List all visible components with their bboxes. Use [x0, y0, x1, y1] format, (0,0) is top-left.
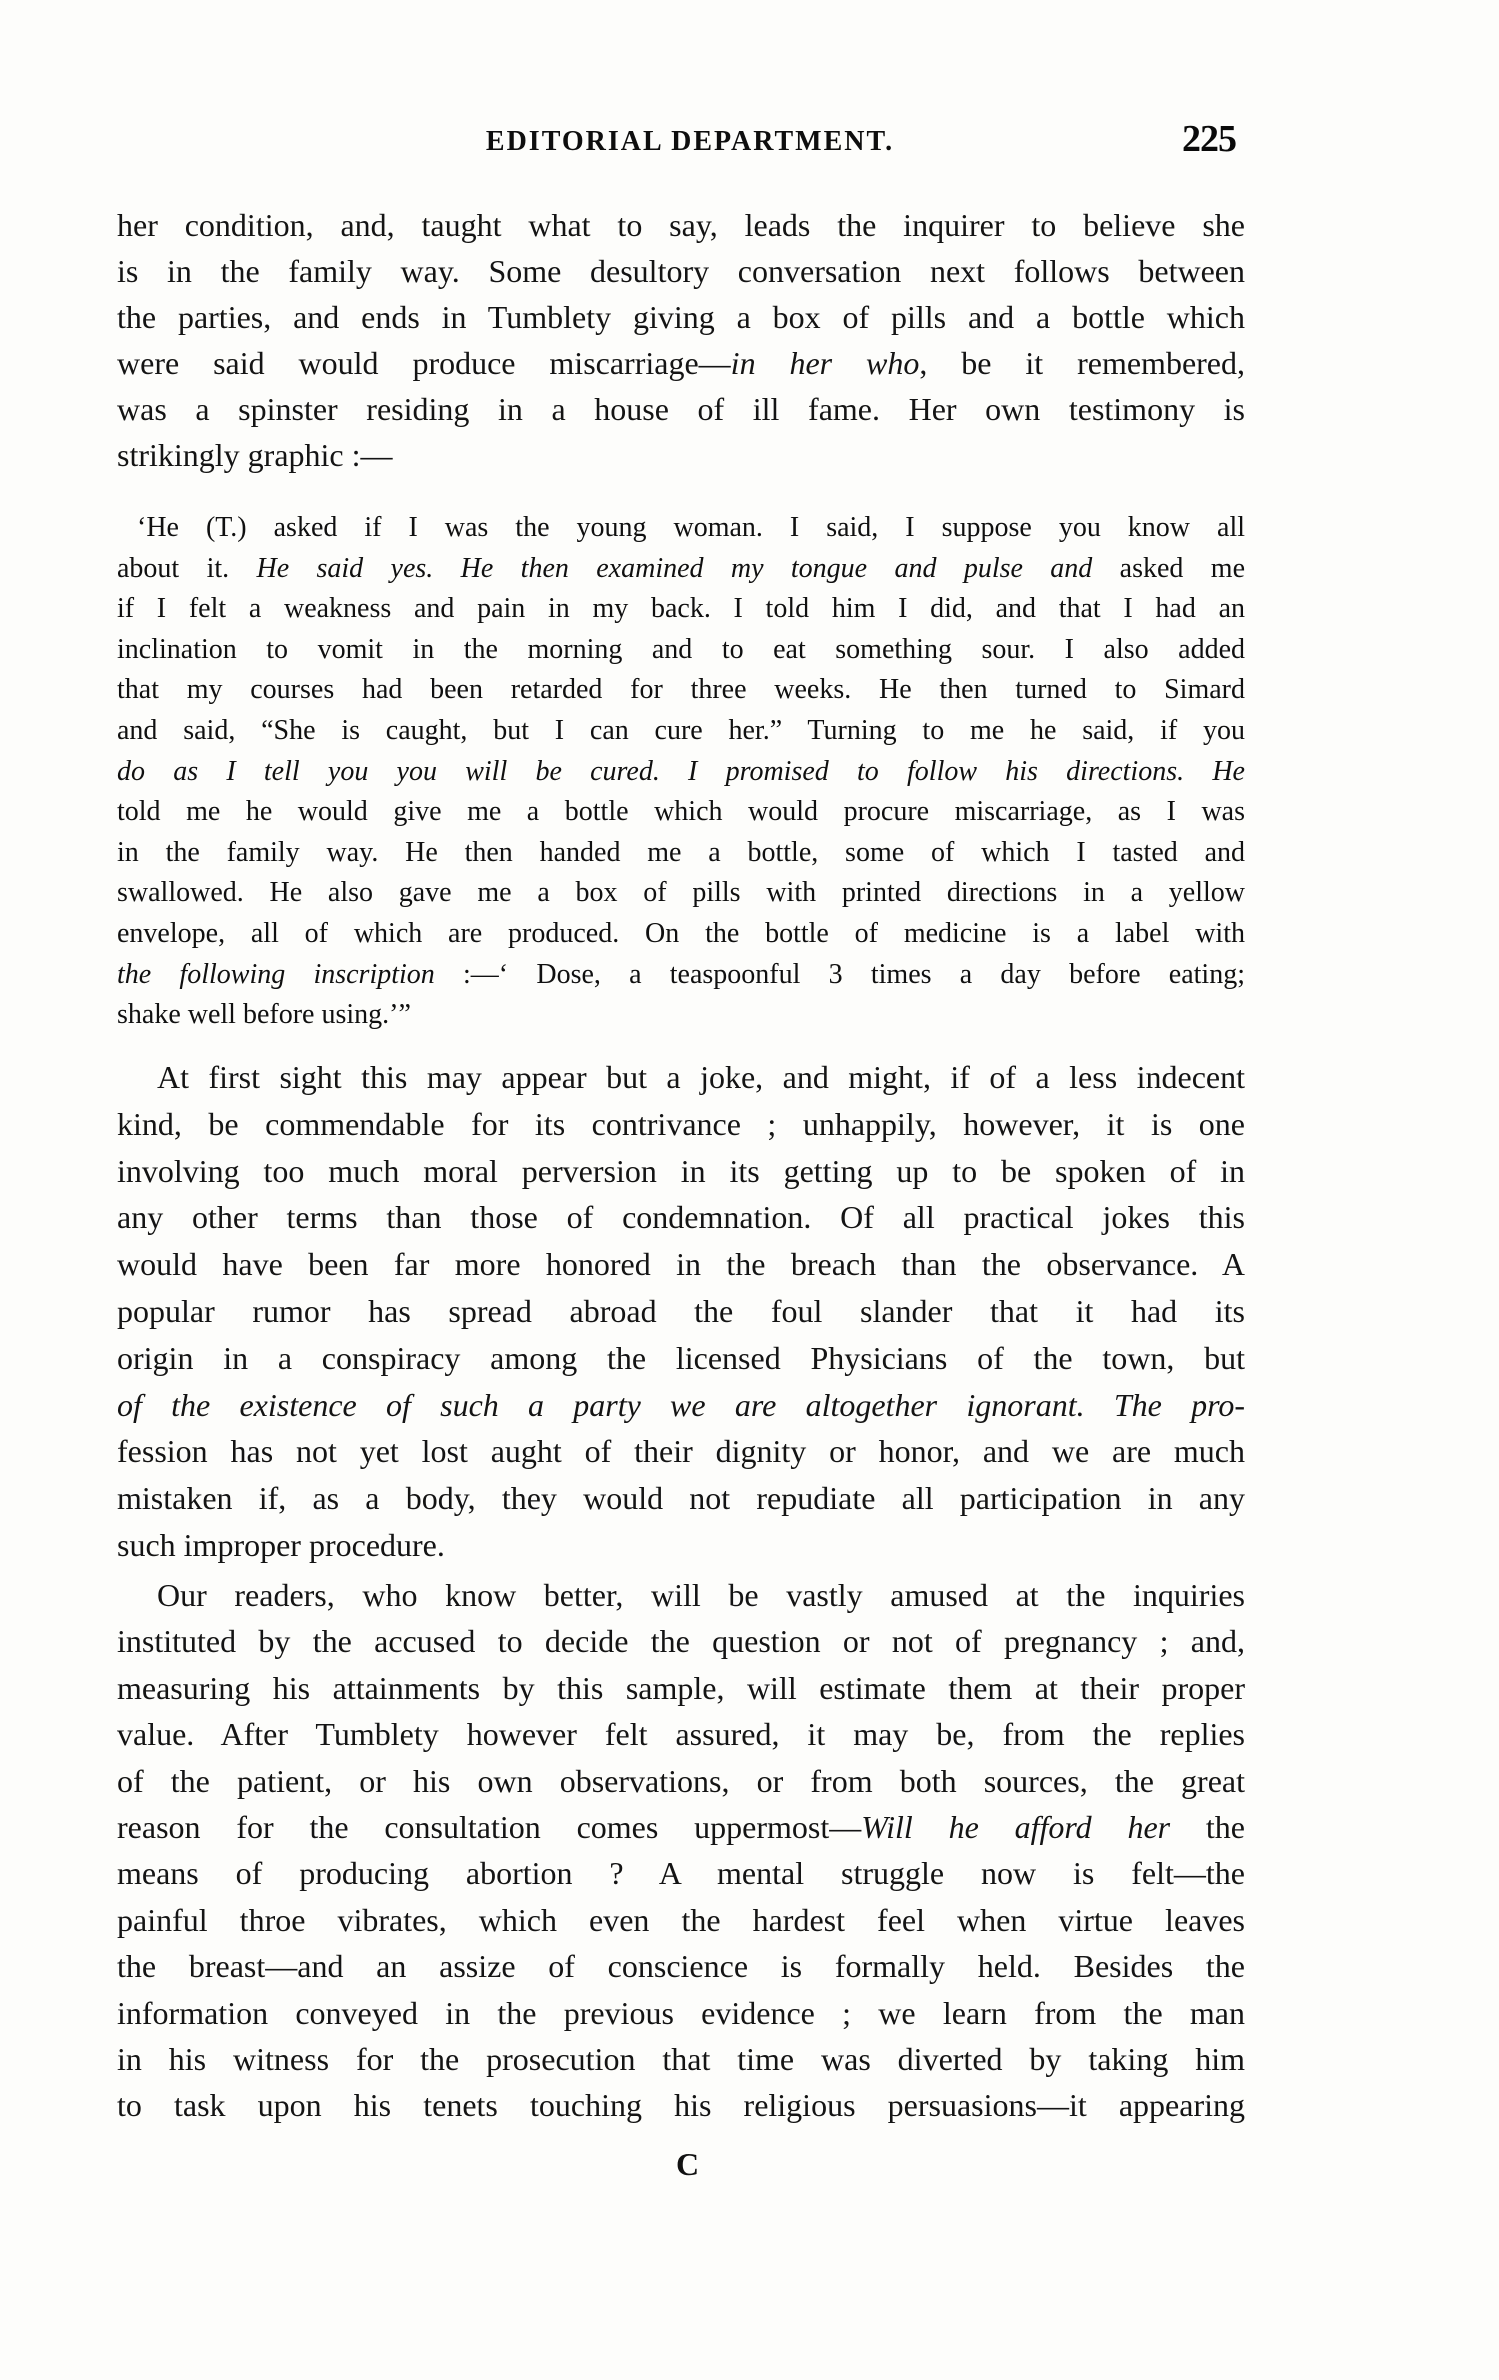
text-line: shake well before using.’” [117, 999, 411, 1031]
text-line: the parties, and ends in Tumblety giving a box of pills and a bottle which [117, 299, 1245, 335]
paragraph [117, 1054, 1245, 1569]
italic-text-segment: in her who [730, 345, 920, 381]
text-line: instituted by the accused to decide the question or not of pregnancy ; and, [117, 1623, 1245, 1660]
text-line: measuring his attainments by this sample, will estimate them at their proper [117, 1669, 1245, 1706]
text-segment: the [1170, 1809, 1246, 1846]
text-line: kind, be commendable for its contrivance ; unhappily, however, it is one [117, 1105, 1245, 1142]
continued-paragraph [117, 202, 1245, 478]
text-line: the breast—and an assize of conscience is formally held. Besides the [117, 1948, 1245, 1985]
text-segment: about it. [117, 552, 257, 584]
text-segment: were said would produce miscarriage— [117, 345, 731, 381]
italic-text-segment: do as I tell you you will be cured. I promised to follow his directions. He [117, 755, 1245, 787]
text-line: painful throe vibrates, which even the hardest feel when virtue leaves [117, 1901, 1245, 1938]
text-line [117, 752, 1245, 793]
text-line: was a spinster residing in a house of ill fame. Her own testimony is [117, 391, 1245, 427]
text-line: strikingly graphic :— [117, 437, 393, 473]
text-line: and said, “She is caught, but I can cure her.” Turning to me he said, if you [117, 714, 1245, 746]
text-line: is in the family way. Some desultory conversation next follows between [117, 253, 1245, 289]
text-segment: , be it remembered, [919, 345, 1246, 381]
text-line [117, 1382, 1245, 1429]
text-line [117, 955, 1245, 996]
text-line: popular rumor has spread abroad the foul slander that it had its [117, 1292, 1245, 1329]
testimony-block-quote [117, 508, 1245, 1036]
text-line: of the patient, or his own observations, or from both sources, the great [117, 1762, 1245, 1799]
italic-text-segment: the following inscription [117, 958, 435, 990]
text-segment: reason for the consultation comes uppermost— [117, 1809, 862, 1846]
text-line: ‘He (T.) asked if I was the young woman. I said, I suppose you know all [137, 512, 1245, 543]
text-line: involving too much moral perversion in its getting up to be spoken of in [117, 1152, 1245, 1189]
text-line [117, 1804, 1245, 1850]
text-segment: asked me [1092, 552, 1245, 584]
text-line: mistaken if, as a body, they would not repudiate all participation in any [117, 1480, 1245, 1517]
text-line [117, 340, 1245, 386]
text-line: that my courses had been retarded for three weeks. He then turned to Simard [117, 674, 1245, 706]
text-line: Our readers, who know better, will be vastly amused at the inquiries [157, 1577, 1245, 1613]
text-line: information conveyed in the previous evidence ; we learn from the man [117, 1994, 1245, 2031]
text-line: fession has not yet lost aught of their dignity or honor, and we are much [117, 1433, 1245, 1470]
signature-mark: C [676, 2146, 700, 2182]
text-line [117, 549, 1245, 590]
running-title: EDITORIAL DEPARTMENT. [485, 126, 895, 157]
italic-text-segment: He said yes. He then examined my tongue and pulse and [256, 552, 1093, 584]
text-segment: :—‘ Dose, a teaspoonful 3 times a day before eating; [434, 958, 1245, 990]
italic-text-segment: Will he afford her [861, 1809, 1171, 1846]
text-line: origin in a conspiracy among the licensed Physicians of the town, but [117, 1339, 1245, 1376]
text-line: value. After Tumblety however felt assured, it may be, from the replies [117, 1716, 1245, 1753]
text-line: inclination to vomit in the morning and to eat something sour. I also added [117, 633, 1245, 665]
page-number: 225 [1182, 118, 1236, 160]
text-line: would have been far more honored in the breach than the observance. A [117, 1246, 1245, 1283]
text-line: in the family way. He then handed me a bottle, some of which I tasted and [117, 836, 1245, 868]
text-line: such improper procedure. [117, 1526, 445, 1563]
text-line: At first sight this may appear but a joke, and might, if of a less indecent [157, 1059, 1245, 1095]
text-line: any other terms than those of condemnation. Of all practical jokes this [117, 1199, 1245, 1236]
text-line: envelope, all of which are produced. On the bottle of medicine is a label with [117, 917, 1245, 949]
italic-text-segment: of the existence of such a party we are altogether ignorant. The pro- [117, 1386, 1245, 1423]
text-line: her condition, and, taught what to say, leads the inquirer to believe she [117, 207, 1245, 243]
text-line: swallowed. He also gave me a box of pills with printed directions in a yellow [117, 877, 1245, 909]
text-line: in his witness for the prosecution that time was diverted by taking him [117, 2041, 1245, 2078]
text-line: told me he would give me a bottle which would procure miscarriage, as I was [117, 796, 1245, 828]
text-line: to task upon his tenets touching his religious persuasions—it appearing [117, 2087, 1245, 2124]
text-line: if I felt a weakness and pain in my back. I told him I did, and that I had an [117, 593, 1245, 625]
text-line: means of producing abortion ? A mental struggle now is felt—the [117, 1855, 1245, 1892]
paragraph [117, 1572, 1245, 2129]
